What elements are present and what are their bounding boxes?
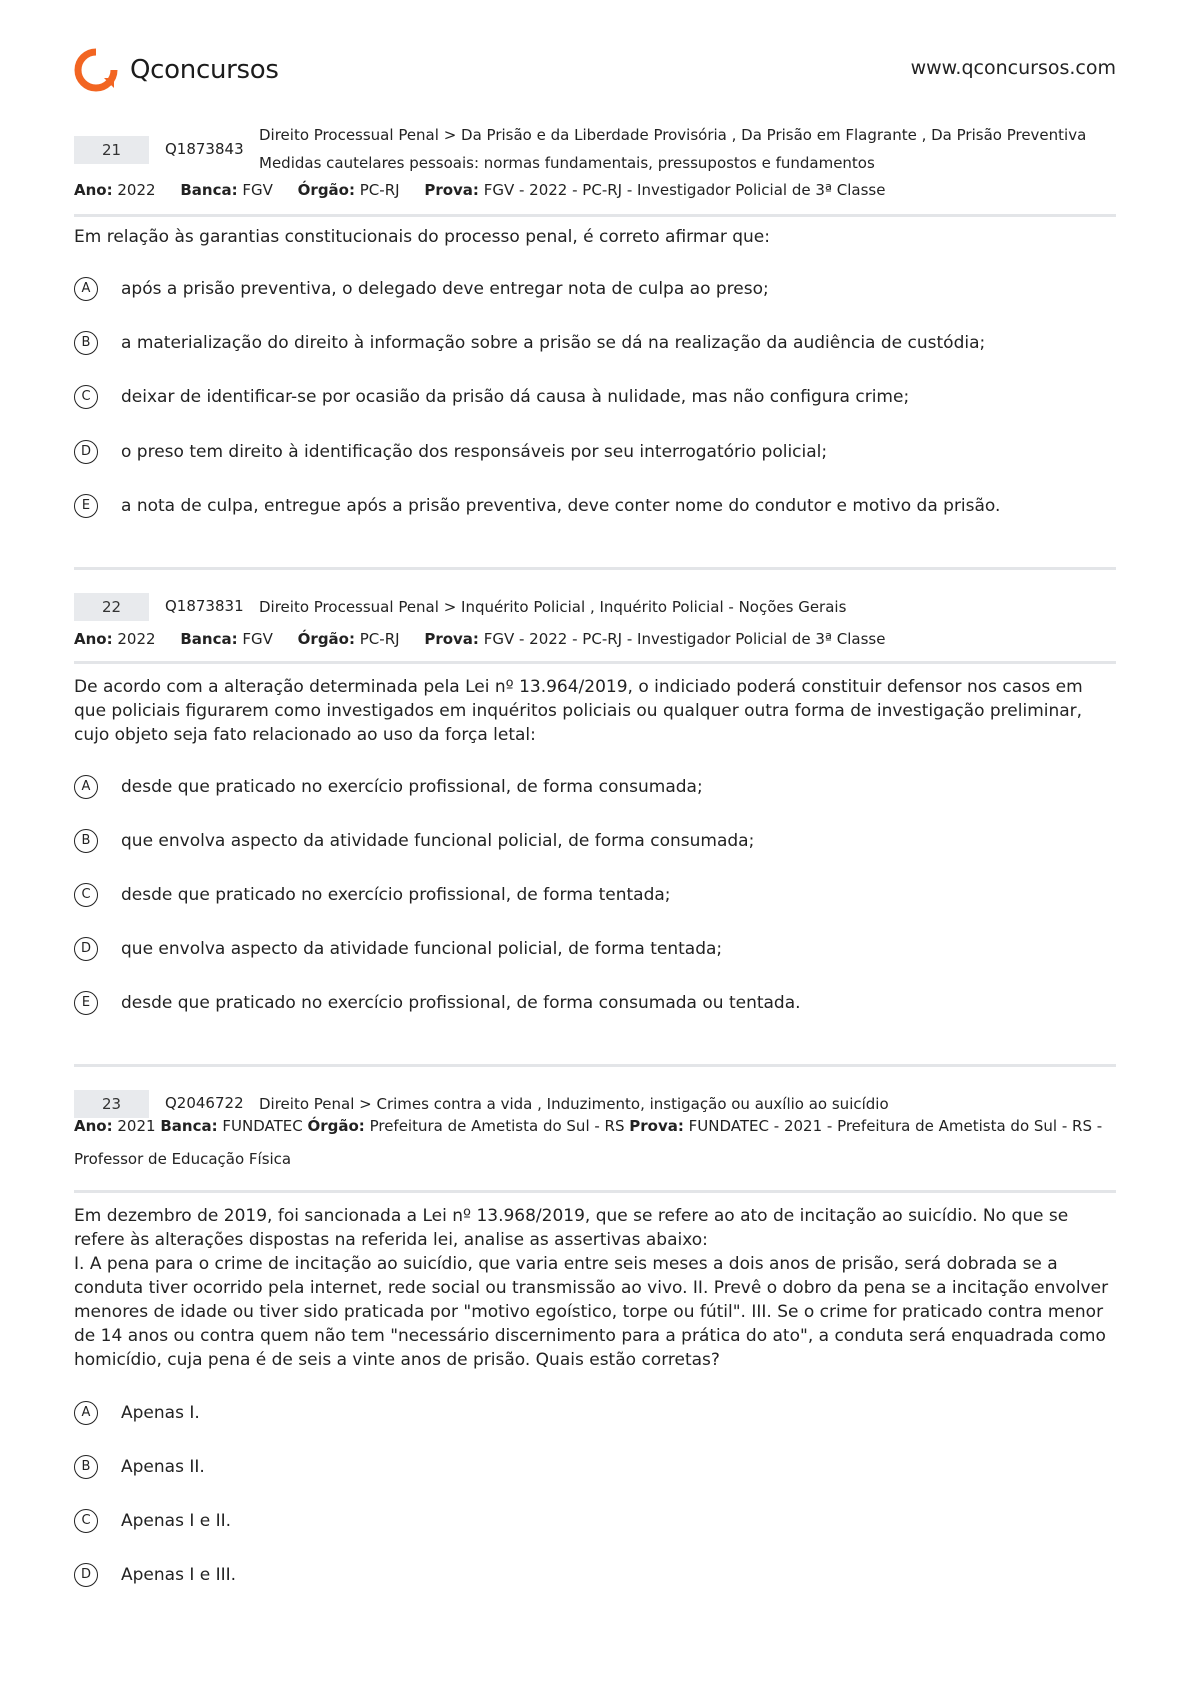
ano-value: 2022 [117,181,156,199]
question-subject-2[interactable]: Medidas cautelares pessoais: normas fundamentais, pressupostos e fundamentos [259,154,875,172]
question-id[interactable]: Q1873831 [165,597,244,615]
divider [74,1190,1116,1193]
site-url[interactable]: www.qconcursos.com [910,57,1116,79]
option-letter: D [74,937,98,961]
ano-value: 2021 [117,1117,156,1135]
option-a[interactable] [74,277,769,301]
option-letter: D [74,1563,98,1587]
orgao-value: PC-RJ [359,181,400,199]
option-letter: C [74,1509,98,1533]
option-text: após a prisão preventiva, o delegado deve entregar nota de culpa ao preso; [121,279,769,299]
option-text: desde que praticado no exercício profissional, de forma consumada; [121,777,703,797]
prova-value: FGV - 2022 - PC-RJ - Investigador Policial de 3ª Classe [483,630,886,648]
prova-value: FGV - 2022 - PC-RJ - Investigador Policial de 3ª Classe [483,181,886,199]
option-text: Apenas I e II. [121,1511,232,1531]
option-text: a materialização do direito à informação sobre a prisão se dá na realização da audiência de custódia; [121,333,986,353]
question-number: 22 [74,593,149,621]
option-text: Apenas I. [121,1403,200,1423]
prova-value: FUNDATEC - 2021 - Prefeitura de Ametista do Sul - RS - Professor de Educação Física [74,1117,1103,1168]
option-text: desde que praticado no exercício profissional, de forma consumada ou tentada. [121,993,801,1013]
option-text: que envolva aspecto da atividade funcional policial, de forma tentada; [121,939,723,959]
question-stem [74,225,1116,249]
option-b[interactable] [74,1455,205,1479]
brand-logo[interactable] [74,48,279,92]
option-text: a nota de culpa, entregue após a prisão preventiva, deve conter nome do condutor e motivo da prisão. [121,496,1001,516]
option-c[interactable] [74,883,671,907]
stem-assertions: I. A pena para o crime de incitação ao suicídio, que varia entre seis meses a dois anos de prisão, será dobrada se a conduta tiver ocorrido pela internet, rede social ou transmissão ao vivo. II. Prevê o dobro da pena se a incitação envolver menores de idade ou tiver sido praticada por "motivo egoístico, torpe ou fútil". III. Se o crime for praticado contra menor de 14 anos ou contra quem não tem "necessário discernimento para a prática do ato", a conduta será enquadrada como homicídio, cuja pena é de seis a vinte anos de prisão. Quais estão corretas? [74,1254,1109,1370]
option-letter: A [74,775,98,799]
orgao-value: Prefeitura de Ametista do Sul - RS [369,1117,625,1135]
option-b[interactable] [74,829,755,853]
divider [74,214,1116,217]
prova-label: Prova: [629,1117,684,1135]
orgao-label: Órgão: [297,181,355,199]
brand-name: Qconcursos [130,55,279,85]
ano-value: 2022 [117,630,156,648]
question-subject[interactable]: Direito Penal > Crimes contra a vida , Induzimento, instigação ou auxílio ao suicídio [259,1095,889,1113]
banca-value: FGV [242,181,273,199]
option-e[interactable] [74,991,801,1015]
option-d[interactable] [74,1563,237,1587]
option-a[interactable] [74,775,703,799]
option-text: desde que praticado no exercício profissional, de forma tentada; [121,885,671,905]
orgao-label: Órgão: [307,1117,365,1135]
ano-label: Ano: [74,1117,113,1135]
option-d[interactable] [74,937,723,961]
option-c[interactable] [74,385,910,409]
question-meta [74,630,885,648]
option-e[interactable] [74,494,1001,518]
option-letter: B [74,1455,98,1479]
banca-value: FGV [242,630,273,648]
option-letter: E [74,991,98,1015]
option-d[interactable] [74,440,828,464]
option-a[interactable] [74,1401,200,1425]
option-letter: C [74,385,98,409]
option-text: deixar de identificar-se por ocasião da prisão dá causa à nulidade, mas não configura crime; [121,387,910,407]
ano-label: Ano: [74,630,113,648]
question-separator [74,1064,1116,1067]
option-letter: C [74,883,98,907]
option-text: o preso tem direito à identificação dos responsáveis por seu interrogatório policial; [121,442,828,462]
option-letter: D [74,440,98,464]
question-subject[interactable]: Direito Processual Penal > Inquérito Policial , Inquérito Policial - Noções Gerais [259,598,847,616]
question-number: 23 [74,1090,149,1118]
prova-label: Prova: [424,181,479,199]
option-letter: B [74,331,98,355]
banca-value: FUNDATEC [222,1117,303,1135]
option-letter: A [74,277,98,301]
prova-label: Prova: [424,630,479,648]
orgao-value: PC-RJ [359,630,400,648]
qconcursos-logo-icon [74,48,118,92]
banca-label: Banca: [180,181,238,199]
banca-label: Banca: [160,1117,218,1135]
option-b[interactable] [74,331,986,355]
option-text: Apenas II. [121,1457,205,1477]
stem-text: Em relação às garantias constitucionais do processo penal, é correto afirmar que: [74,227,770,247]
option-letter: E [74,494,98,518]
divider [74,661,1116,664]
orgao-label: Órgão: [297,630,355,648]
question-number: 21 [74,136,149,164]
question-meta [74,1110,1116,1176]
ano-label: Ano: [74,181,113,199]
question-id[interactable]: Q1873843 [165,140,244,158]
option-text: que envolva aspecto da atividade funcional policial, de forma consumada; [121,831,755,851]
option-letter: A [74,1401,98,1425]
banca-label: Banca: [180,630,238,648]
question-stem [74,675,1116,747]
question-stem [74,1204,1116,1372]
question-separator [74,567,1116,570]
option-c[interactable] [74,1509,232,1533]
question-id[interactable]: Q2046722 [165,1094,244,1112]
option-text: Apenas I e III. [121,1565,237,1585]
question-subject[interactable]: Direito Processual Penal > Da Prisão e da Liberdade Provisória , Da Prisão em Flagrante , Da Prisão Preventiva [259,126,1087,144]
option-letter: B [74,829,98,853]
question-meta [74,181,885,199]
stem-text: Em dezembro de 2019, foi sancionada a Lei nº 13.968/2019, que se refere ao ato de incitação ao suicídio. No que se refere às alterações dispostas na referida lei, analise as assertivas abaixo: [74,1206,1069,1250]
stem-text: De acordo com a alteração determinada pela Lei nº 13.964/2019, o indiciado poderá constituir defensor nos casos em que policiais figurarem como investigados em inquéritos policiais ou qualquer outra forma de investigação preliminar, cujo objeto seja fato relacionado ao uso da força letal: [74,677,1083,745]
